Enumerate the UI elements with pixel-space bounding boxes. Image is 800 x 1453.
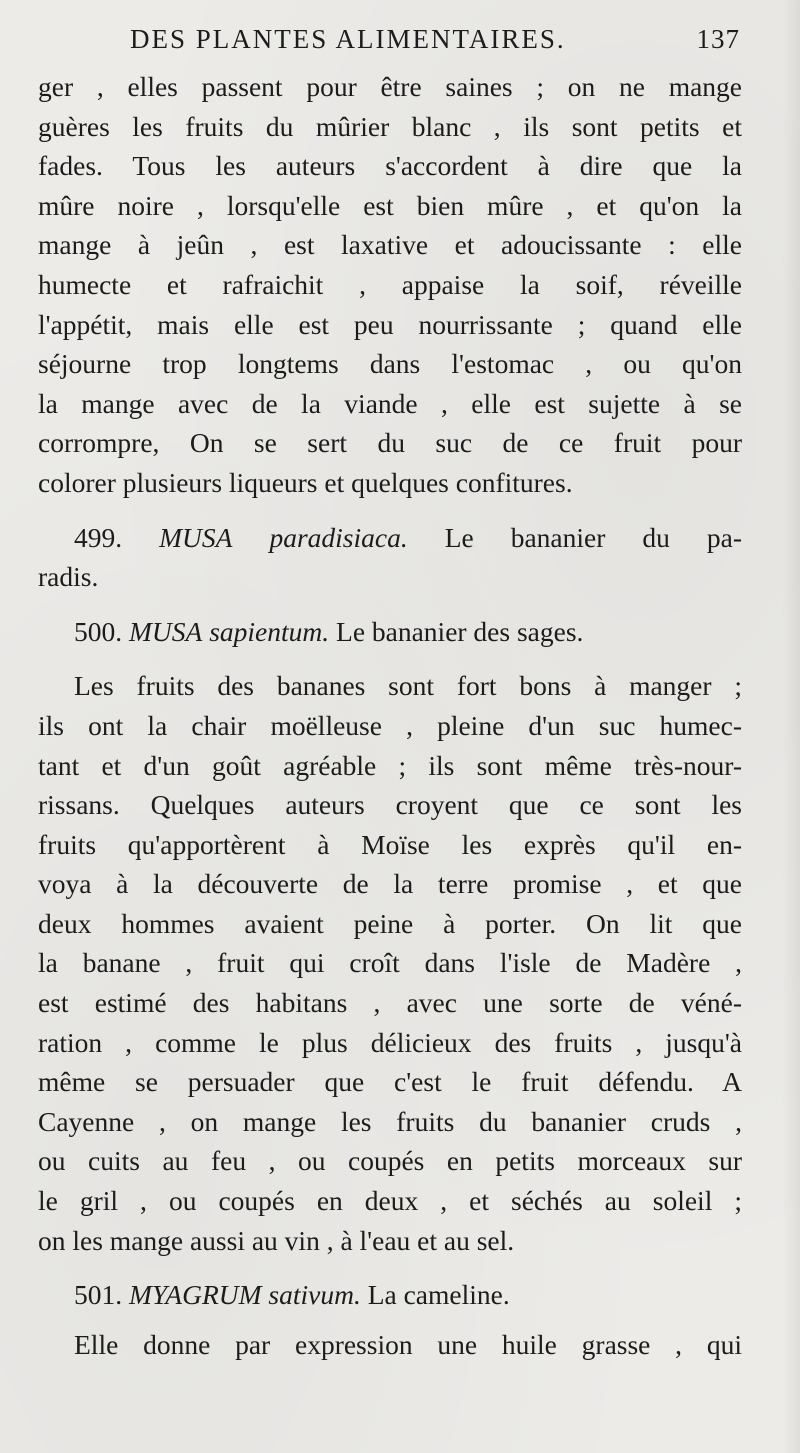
entry-genus: MUSA — [159, 521, 233, 553]
text-line: guères les fruits du mûrier blanc , ils sont petits et — [38, 110, 742, 142]
text-line: mange à jeûn , est laxative et adoucissante : elle — [38, 229, 742, 261]
running-head-title: DES PLANTES ALIMENTAIRES. — [130, 24, 566, 54]
entry-number: 499. — [74, 521, 123, 553]
text-line: on les mange aussi au vin , à l'eau et au sel. — [38, 1224, 515, 1256]
text-line: fruits qu'apportèrent à Moïse les exprès qu'il en- — [38, 828, 742, 860]
text-line: humecte et rafraichit , appaise la soif, réveille — [38, 268, 742, 300]
entry-species: paradisiaca. — [269, 521, 408, 553]
entry-heading — [38, 518, 742, 558]
text-line: mûre noire , lorsqu'elle est bien mûre , et qu'on la — [38, 189, 742, 221]
text-line: séjourne trop longtems dans l'estomac , ou qu'on — [38, 348, 742, 380]
text-line: l'appétit, mais elle est peu nourrissante ; quand elle — [38, 308, 742, 340]
entry-number: 500. — [74, 615, 123, 647]
text-line: ou cuits au feu , ou coupés en petits morceaux sur — [38, 1145, 742, 1177]
text-line: fades. Tous les auteurs s'accordent à dire que la — [38, 150, 742, 182]
page-number: 137 — [696, 24, 740, 54]
entry-common-name: Le bananier des sages. — [336, 615, 584, 647]
entry-common-name: La cameline. — [367, 1279, 510, 1311]
entry-heading — [38, 1275, 742, 1315]
entry-number: 501. — [74, 1279, 123, 1311]
entry-species: sapientum. — [209, 615, 330, 647]
text-line: Les fruits des bananes sont fort bons à manger ; — [74, 670, 742, 702]
text-line: est estimé des habitans , avec une sorte de véné- — [38, 987, 742, 1019]
text-line: la banane , fruit qui croît dans l'isle de Madère , — [38, 947, 742, 979]
text-line: rissans. Quelques auteurs croyent que ce sont les — [38, 789, 742, 821]
entry-common-name: Le bananier du pa- — [444, 521, 742, 553]
entry-genus: MYAGRUM — [129, 1279, 262, 1311]
text-line: Elle donne par expression une huile grasse , qui — [74, 1328, 742, 1360]
text-line: Cayenne , on mange les fruits du bananier cruds , — [38, 1105, 742, 1137]
entry-species: sativum. — [268, 1279, 361, 1311]
text-line: la mange avec de la viande , elle est sujette à se — [38, 387, 742, 419]
text-line: ration , comme le plus délicieux des fruits , jusqu'à — [38, 1026, 742, 1058]
entry-499 — [38, 518, 742, 597]
text-line: le gril , ou coupés en deux , et séchés au soleil ; — [38, 1185, 742, 1217]
paragraph-banana — [38, 666, 742, 1260]
text-line: colorer plusieurs liqueurs et quelques confitures. — [38, 466, 573, 498]
text-line: voya à la découverte de la terre promise , et que — [38, 868, 742, 900]
running-head — [130, 24, 740, 60]
entry-heading — [38, 612, 742, 652]
text-line: tant et d'un goût agréable ; ils sont même très-nour- — [38, 749, 742, 781]
entry-501 — [38, 1275, 742, 1315]
text-line: ger , elles passent pour être saines ; on ne mange — [38, 71, 742, 102]
paragraph-mulberry — [38, 67, 742, 503]
text-line: radis. — [38, 561, 99, 593]
text-line: ils ont la chair moëlleuse , pleine d'un suc humec- — [38, 709, 742, 741]
text-line: deux hommes avaient peine à porter. On lit que — [38, 907, 742, 939]
entry-500 — [38, 612, 742, 652]
page-gutter-shadow — [782, 0, 800, 1453]
text-line: même se persuader que c'est le fruit défendu. A — [38, 1066, 742, 1098]
paragraph-cameline — [38, 1325, 742, 1365]
entry-genus: MUSA — [129, 615, 203, 647]
page-body — [38, 67, 742, 1364]
text-line: corrompre, On se sert du suc de ce fruit pour — [38, 427, 742, 459]
